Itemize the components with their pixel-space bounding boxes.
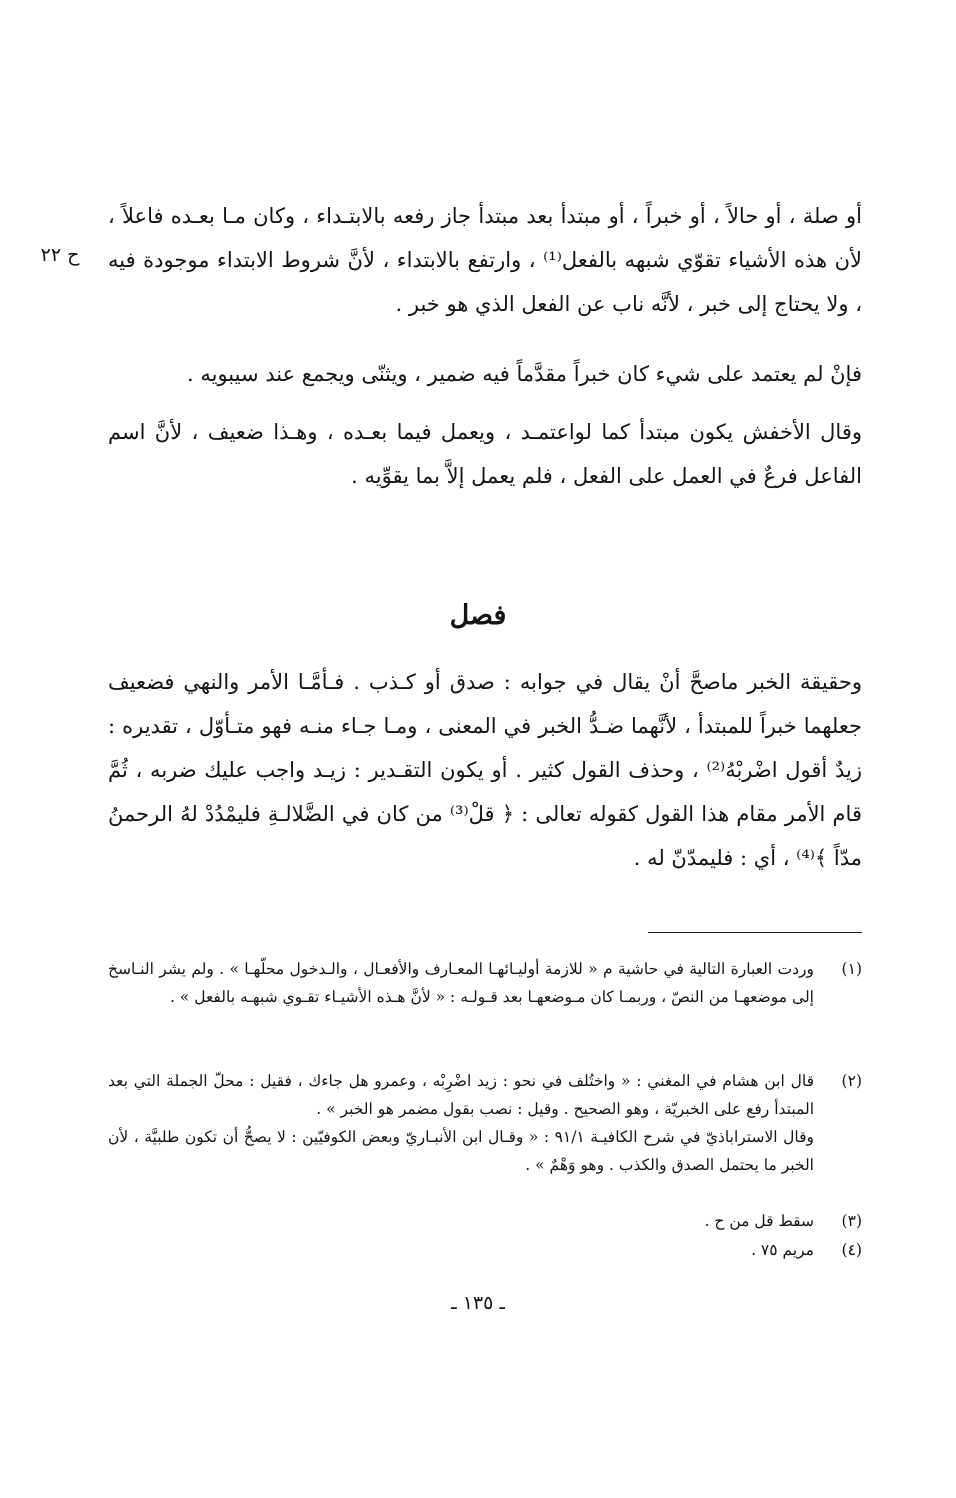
manuscript-page-note: ح ٢٢ bbox=[40, 244, 80, 266]
footnote-text-continued: وقال الاستراباذيّ في شرح الكافيـة ٩١/١ : « وقـال ابن الأنبـاريّ وبعض الكوفيّين : لا يصحُّ أن تكون طلبيَّة ، لأن الخبر ما يحتمل الصدق والكذب . وهو وَهْمٌ » . bbox=[108, 1128, 814, 1174]
page-number: ـ ١٣٥ ـ bbox=[451, 1292, 505, 1314]
paragraph-text: أو صلة ، أو حالاً ، أو خبراً ، أو مبتدأ بعد مبتدأ جاز رفعه بالابتـداء ، وكان مـا بعـده فاعلاً ، لأن هذه الأشياء تقوّي شبهه بالفعل⁽¹⁾ ، وارتفع بالابتداء ، لأنَّ شروط الابتداء موجودة فيه ، ولا يحتاج إلى خبر ، لأنَّه ناب عن الفعل الذي هو خبر . bbox=[108, 204, 862, 316]
footnote-1 bbox=[108, 955, 862, 1011]
footnote-4 bbox=[108, 1236, 862, 1264]
footnote-number: (١) bbox=[841, 960, 862, 978]
section-heading: فصل bbox=[449, 600, 507, 631]
footnote-number: (٢) bbox=[841, 1072, 862, 1090]
footnote-text: سقط قل من ح . bbox=[704, 1212, 814, 1230]
footnote-text: وردت العبارة التالية في حاشية م « للازمة أوليـائهـا المعـارف والأفعـال ، والـدخول محلّهـا » . ولم يشر النـاسخ إلى موضعهـا من النصّ ، وربمـا كان مـوضعهـا بعد قـولـه : « لأنَّ هـذه الأشيـاء تقـوي شبهـه بالفعل » . bbox=[108, 960, 814, 1006]
paragraph-text: وقال الأخفش يكون مبتدأ كما لواعتمـد ، ويعمل فيما بعـده ، وهـذا ضعيف ، لأنَّ اسم الفاعل فرعٌ في العمل على الفعل ، فلم يعمل إلاَّ بما يقوِّيه . bbox=[108, 420, 862, 488]
footnote-2 bbox=[108, 1067, 862, 1179]
footnote-text: قال ابن هشام في المغني : « واختُلف في نحو : زيد اضْرِبْه ، وعمرو هل جاءك ، فقيل : محلّ الجملة التي بعد المبتدأ رفع على الخبريّة ، وهو الصحيح . وقيل : نصب بقول مضمر هو الخبر » . bbox=[108, 1072, 814, 1118]
footnote-text: مريم ٧٥ . bbox=[751, 1241, 814, 1259]
paragraph-section bbox=[108, 660, 862, 880]
footnote-number: (٤) bbox=[841, 1241, 862, 1259]
footnote-3 bbox=[108, 1207, 862, 1235]
paragraph-2 bbox=[108, 352, 862, 396]
paragraph-1 bbox=[108, 194, 862, 326]
footnote-number: (٣) bbox=[841, 1212, 862, 1230]
paragraph-text: وحقيقة الخبر ماصحَّ أنْ يقال في جوابه : صدق أو كـذب . فـأمَّـا الأمر والنهي فضعيف جعلهما خبراً للمبتدأ ، لأنَّهما ضـدُّ الخبر في المعنى ، ومـا جـاء منـه فهو متـأوّل ، تقديره : زيدٌ أقول اضْربْهُ⁽²⁾ ، وحذف القول كثير . أو يكون التقـدير : زيـد واجب عليك ضربه ، ثُمَّ قام الأمر مقام هذا القول كقوله تعالى : ﴿ قلْ⁽³⁾ من كان في الضَّلالـةِ فليمْدُدْ لهُ الرحمنُ مدّاً ﴾⁽⁴⁾ ، أي : فليمدّنّ له . bbox=[108, 670, 862, 870]
footnote-separator bbox=[648, 932, 862, 933]
paragraph-3 bbox=[108, 410, 862, 498]
paragraph-text: فإنْ لم يعتمد على شيء كان خبراً مقدَّماً فيه ضمير ، ويثنّى ويجمع عند سيبويه . bbox=[186, 362, 862, 386]
